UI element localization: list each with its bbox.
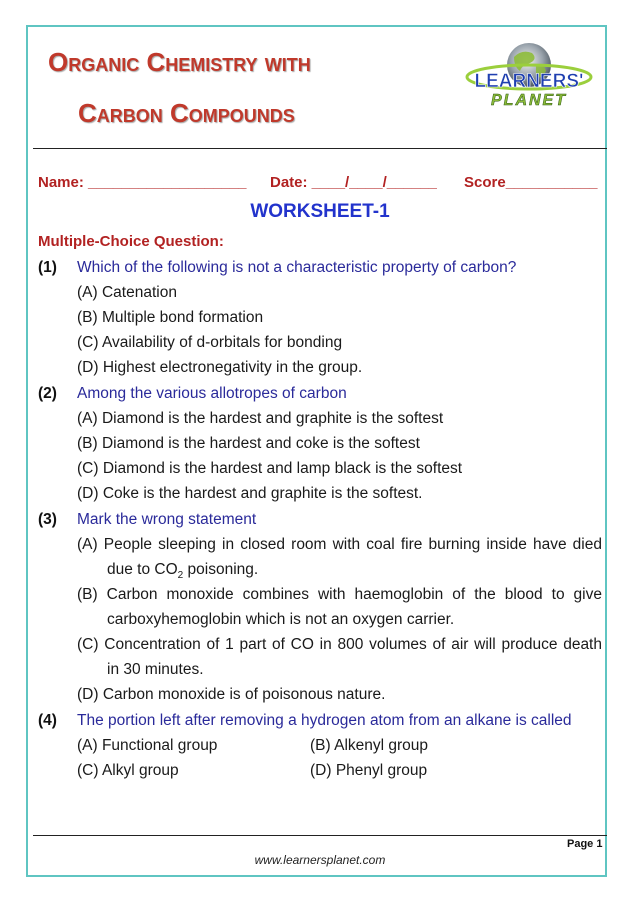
- question-text: Among the various allotropes of carbon: [77, 385, 347, 402]
- option: (C) Alkyl group: [77, 762, 179, 779]
- question-text: Mark the wrong statement: [77, 511, 257, 528]
- option: (A) Diamond is the hardest and graphite is the softest: [77, 410, 444, 427]
- option: (A) Functional group: [77, 737, 218, 754]
- option: (A) Catenation: [77, 284, 177, 301]
- score-field[interactable]: Score___________: [464, 174, 598, 191]
- option: (D) Carbon monoxide is of poisonous nature.: [77, 686, 386, 703]
- section-label: Multiple-Choice Question:: [38, 233, 224, 250]
- name-field[interactable]: Name: ___________________: [38, 174, 247, 191]
- question-number: (1): [38, 259, 57, 276]
- page-number: Page 1: [567, 838, 603, 850]
- option: (D) Phenyl group: [310, 762, 428, 779]
- question-number: (4): [38, 712, 57, 729]
- question-number: (3): [38, 511, 57, 528]
- option-continuation: due to $CO_2$ poisoning.: [107, 561, 259, 582]
- title-line-1: Organic Chemistry with: [48, 47, 311, 77]
- option: (B) Diamond is the hardest and coke is the softest: [77, 435, 420, 452]
- header-divider: [33, 148, 607, 149]
- option: (C) Concentration of 1 part of CO in 800 volumes of air will produce death: [77, 636, 602, 653]
- question-text: The portion left after removing a hydrogen atom from an alkane is called: [77, 712, 572, 729]
- title-line-2: Carbon Compounds: [78, 98, 295, 128]
- option: (B) Multiple bond formation: [77, 309, 264, 326]
- worksheet-title: WORKSHEET-1: [250, 201, 390, 222]
- option: (D) Coke is the hardest and graphite is the softest.: [77, 485, 423, 502]
- footer-divider: [33, 835, 607, 836]
- logo-text-planet: PLANET: [491, 92, 567, 109]
- option: (B) Alkenyl group: [310, 737, 429, 754]
- learners-planet-logo: [458, 35, 600, 113]
- option: (B) Carbon monoxide combines with haemoglobin of the blood to give: [77, 586, 602, 603]
- option: (A) People sleeping in closed room with coal fire burning inside have died: [77, 536, 602, 553]
- option: (C) Diamond is the hardest and lamp black is the softest: [77, 460, 463, 477]
- logo-text-learners: LEARNERS': [474, 71, 584, 92]
- footer-url[interactable]: www.learnersplanet.com: [254, 853, 386, 867]
- question-number: (2): [38, 385, 57, 402]
- date-field[interactable]: Date: ____/____/______: [270, 174, 437, 191]
- question-text: Which of the following is not a characteristic property of carbon?: [77, 259, 517, 276]
- option: (D) Highest electronegativity in the group.: [77, 359, 363, 376]
- option-continuation: carboxyhemoglobin which is not an oxygen carrier.: [107, 611, 455, 628]
- option-continuation: in 30 minutes.: [107, 661, 204, 678]
- option: (C) Availability of d-orbitals for bonding: [77, 334, 343, 351]
